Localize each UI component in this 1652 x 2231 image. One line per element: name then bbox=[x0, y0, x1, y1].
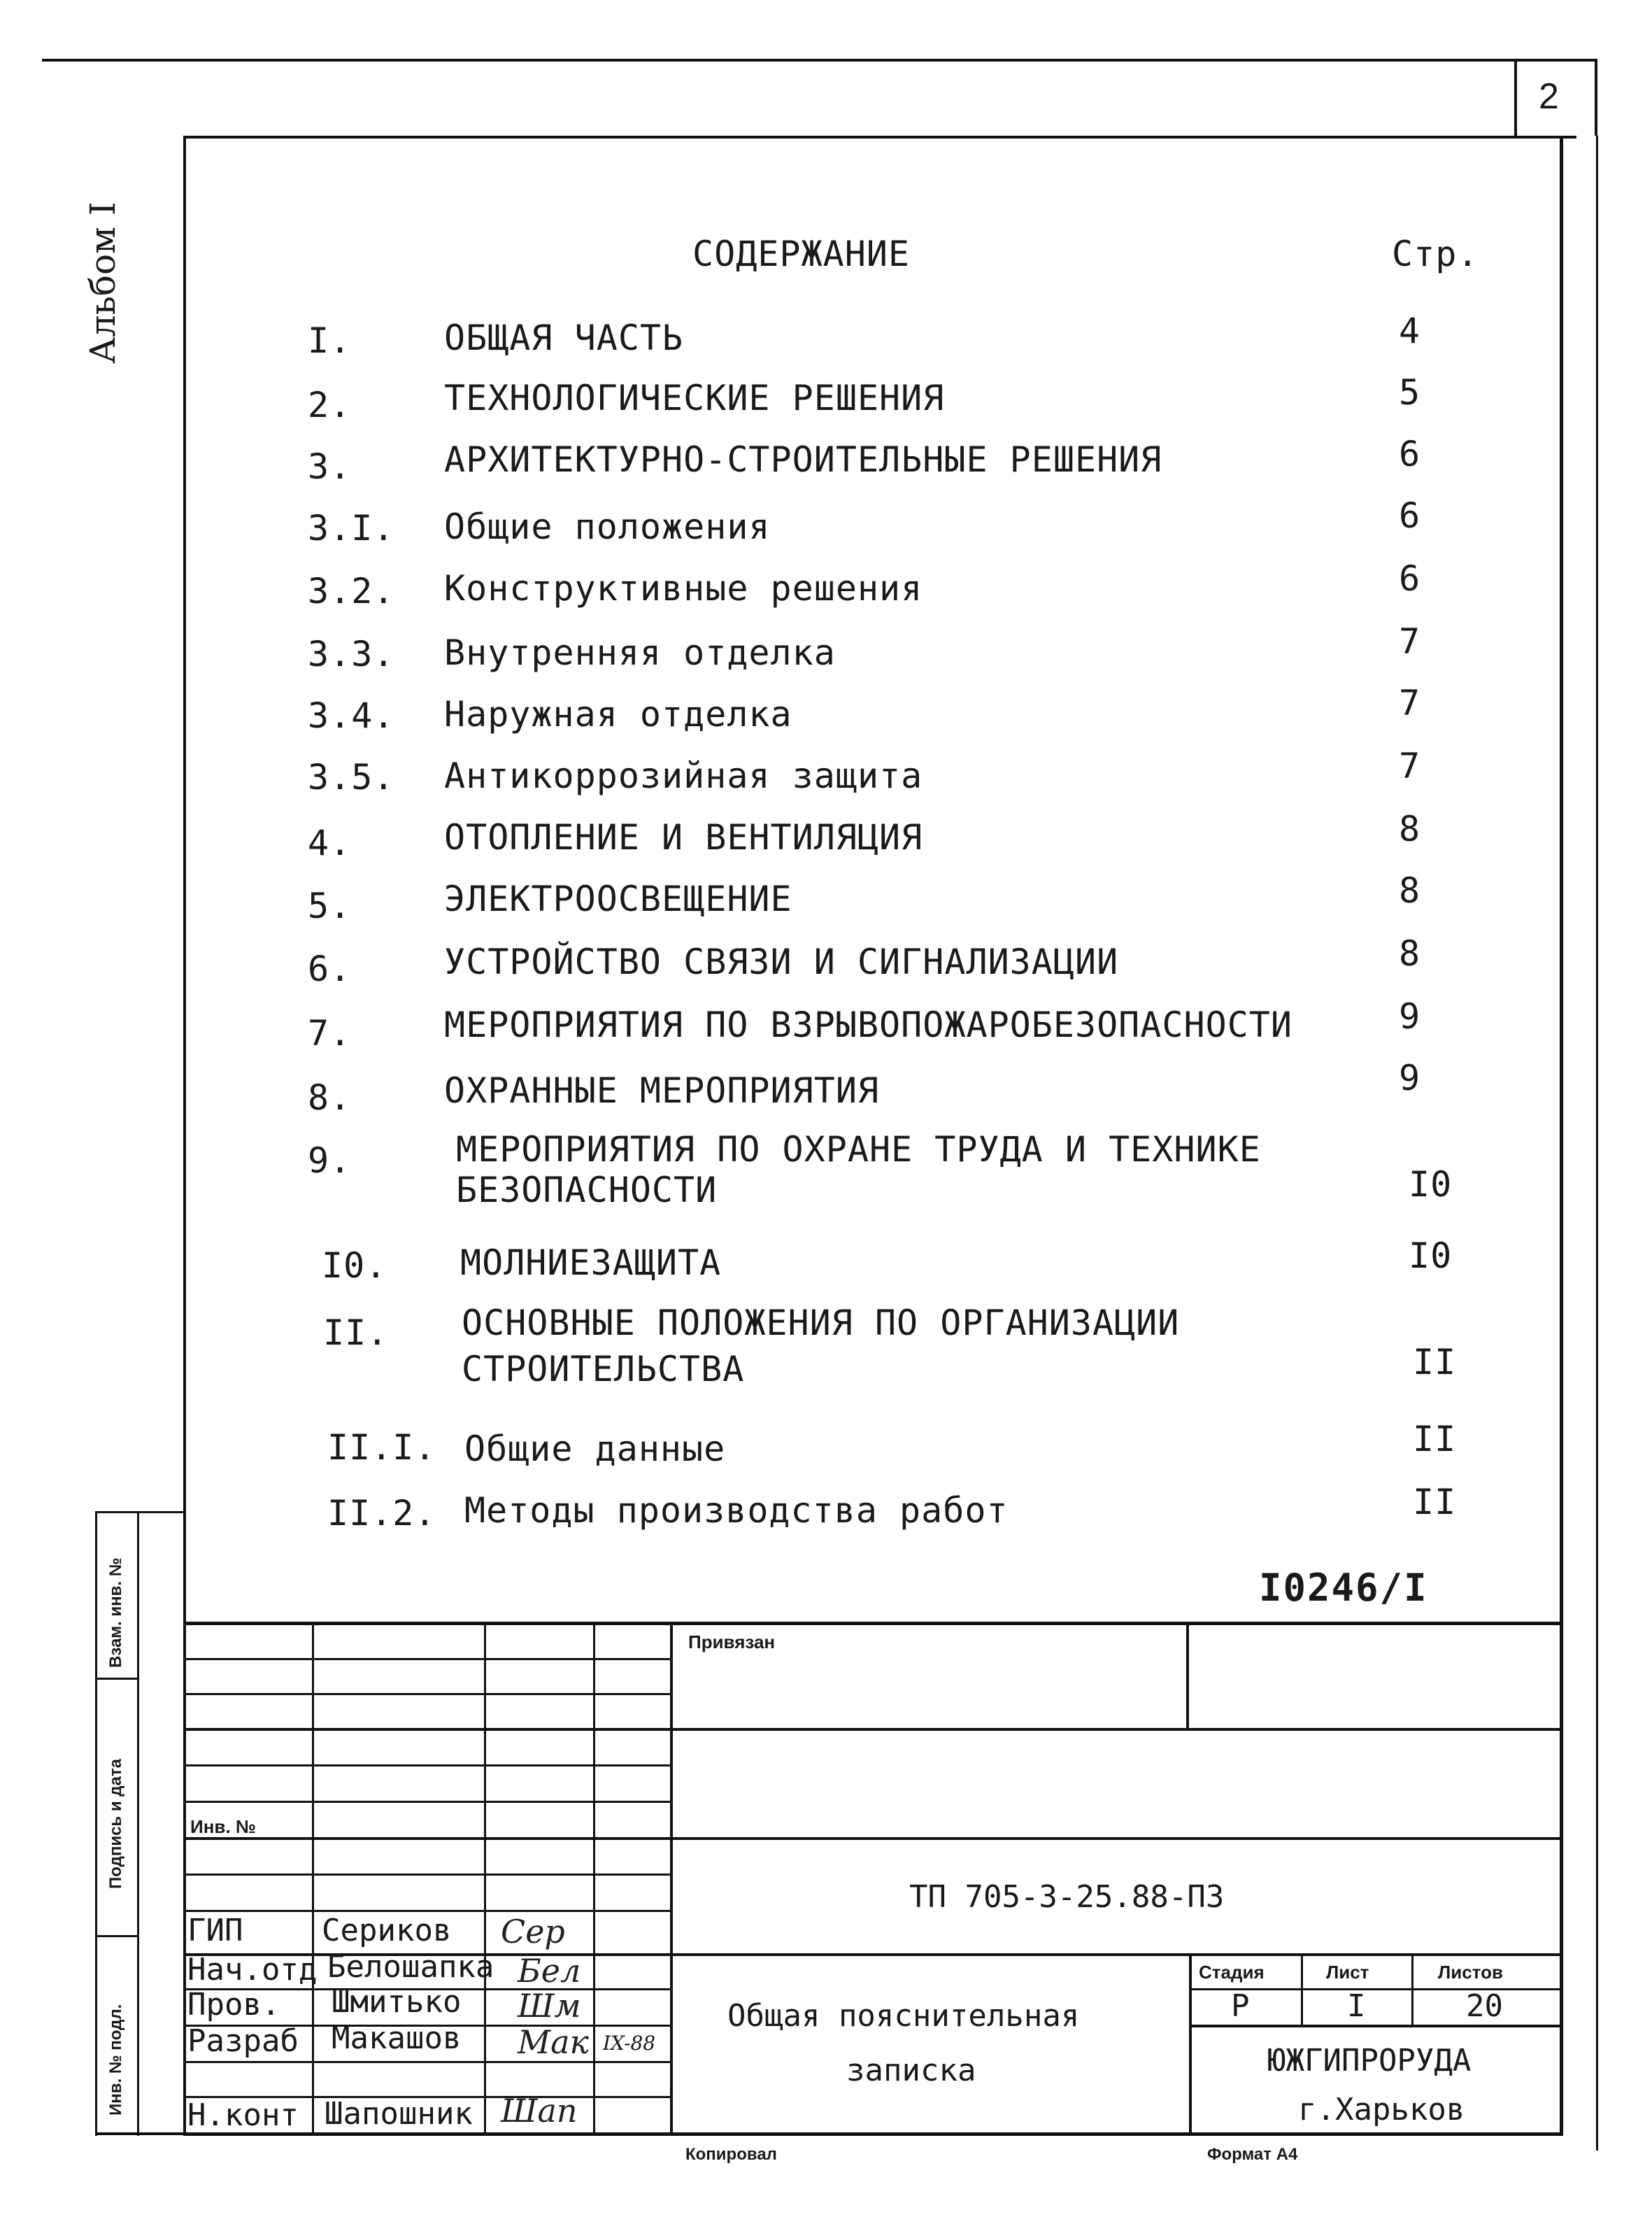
document-title-line1: Общая пояснительная bbox=[727, 1998, 1080, 2034]
vzam-inv-label: Взам. инв. № bbox=[106, 1557, 125, 1668]
toc-item-num: I. bbox=[308, 320, 352, 361]
tb-vline bbox=[1189, 1953, 1192, 2134]
toc-item-page: II bbox=[1413, 1419, 1457, 1459]
tb-line bbox=[183, 1874, 673, 1876]
toc-item-page: 7 bbox=[1399, 683, 1421, 723]
tb-line bbox=[183, 1728, 1563, 1731]
toc-item-page: 8 bbox=[1399, 870, 1421, 911]
inv-no-label: Инв. № bbox=[190, 1816, 256, 1837]
tb-line bbox=[183, 1622, 1563, 1625]
organization-name: ЮЖГИПРОРУДА bbox=[1267, 2043, 1472, 2078]
toc-item-num: 9. bbox=[308, 1140, 352, 1181]
organization-city: г.Харьков bbox=[1298, 2092, 1465, 2127]
staff-role: Нач.отд bbox=[187, 1952, 318, 1988]
toc-item-num: 3.5. bbox=[308, 757, 395, 798]
stage-value: Р bbox=[1231, 1988, 1250, 2024]
toc-item-title: ОТОПЛЕНИЕ И ВЕНТИЛЯЦИЯ bbox=[444, 817, 923, 858]
toc-item-page: II bbox=[1413, 1342, 1457, 1382]
toc-item-title: ОХРАННЫЕ МЕРОПРИЯТИЯ bbox=[444, 1070, 880, 1111]
tb-vline bbox=[1411, 1953, 1414, 2026]
staff-name: Шмитько bbox=[332, 1984, 462, 2020]
tb-vline bbox=[1186, 1622, 1189, 1729]
toc-item-title: ЭЛЕКТРООСВЕЩЕНИЕ bbox=[444, 879, 792, 919]
tb-vline bbox=[312, 1622, 314, 2134]
toc-item-num: 3. bbox=[308, 446, 352, 487]
tb-vline bbox=[1301, 1953, 1303, 2026]
tb-line bbox=[183, 1658, 673, 1660]
toc-item-page: 6 bbox=[1399, 495, 1421, 536]
staff-signature: Сер bbox=[501, 1913, 565, 1950]
sheet-number-box-right bbox=[1595, 59, 1597, 136]
toc-item-num: 3.3. bbox=[308, 634, 395, 674]
toc-item-page: 7 bbox=[1399, 621, 1421, 662]
side-strip-sep bbox=[95, 1935, 138, 1937]
sheet-number-box-left bbox=[1514, 59, 1517, 136]
toc-item-title-line2: СТРОИТЕЛЬСТВА bbox=[462, 1349, 745, 1389]
tb-line bbox=[183, 1801, 673, 1803]
staff-role: Н.конт bbox=[187, 2097, 299, 2133]
toc-item-title-line2: БЕЗОПАСНОСТИ bbox=[456, 1170, 718, 1210]
toc-item-title: Наружная отделка bbox=[444, 694, 792, 735]
toc-item-page: 6 bbox=[1399, 558, 1421, 599]
toc-item-title: Антикоррозийная защита bbox=[444, 756, 923, 796]
tb-line bbox=[183, 1837, 1563, 1840]
toc-item-num: 2. bbox=[308, 385, 352, 425]
staff-signature: Шап bbox=[501, 2092, 578, 2130]
tb-vline bbox=[484, 1622, 486, 2134]
toc-item-page: 5 bbox=[1399, 372, 1421, 413]
frame-top bbox=[183, 136, 1576, 139]
side-strip-sep bbox=[95, 1678, 138, 1680]
toc-item-num: II. bbox=[323, 1312, 389, 1353]
toc-item-page: 6 bbox=[1399, 434, 1421, 474]
staff-role: ГИП bbox=[187, 1913, 243, 1948]
frame-left bbox=[183, 136, 186, 2135]
toc-item-title: ОСНОВНЫЕ ПОЛОЖЕНИЯ ПО ОРГАНИЗАЦИИ bbox=[462, 1303, 1180, 1343]
sheets-value: 20 bbox=[1466, 1988, 1503, 2024]
staff-name: Сериков bbox=[322, 1913, 452, 1948]
toc-item-page: 7 bbox=[1399, 746, 1421, 786]
toc-item-page: II bbox=[1413, 1482, 1457, 1522]
toc-item-num: II.2. bbox=[327, 1493, 436, 1534]
toc-item-num: 3.I. bbox=[308, 508, 395, 548]
side-strip-top bbox=[95, 1511, 186, 1513]
toc-item-num: 3.2. bbox=[308, 571, 395, 611]
toc-item-title: Общие данные bbox=[464, 1429, 726, 1469]
sheet-value: I bbox=[1347, 1988, 1366, 2024]
tb-vline bbox=[593, 1622, 595, 2134]
toc-item-title: МЕРОПРИЯТИЯ ПО ВЗРЫВОПОЖАРОБЕЗОПАСНОСТИ bbox=[444, 1005, 1293, 1045]
tb-line bbox=[183, 1910, 673, 1912]
tb-line bbox=[1189, 2025, 1563, 2027]
document-title-line2: записка bbox=[846, 2053, 976, 2088]
toc-item-title: Общие положения bbox=[444, 507, 771, 547]
album-label: Альбом I bbox=[83, 201, 123, 364]
sheet-label: Лист bbox=[1326, 1962, 1369, 1983]
toc-item-num: 4. bbox=[308, 823, 352, 863]
toc-item-num: 3.4. bbox=[308, 695, 395, 736]
staff-signature: Мак bbox=[518, 2023, 589, 2061]
format-label: Формат А4 bbox=[1207, 2145, 1298, 2164]
designation-code: ТП 705-3-25.88-ПЗ bbox=[909, 1879, 1225, 1915]
staff-name: Белошапка bbox=[327, 1949, 494, 1985]
toc-item-page: I0 bbox=[1409, 1164, 1453, 1205]
toc-item-num: 7. bbox=[308, 1013, 352, 1054]
toc-item-title: МЕРОПРИЯТИЯ ПО ОХРАНЕ ТРУДА И ТЕХНИКЕ bbox=[456, 1129, 1261, 1170]
toc-item-num: 6. bbox=[308, 949, 352, 989]
tb-line bbox=[183, 2061, 673, 2063]
toc-item-page: 9 bbox=[1399, 996, 1421, 1037]
toc-item-title: АРХИТЕКТУРНО-СТРОИТЕЛЬНЫЕ РЕШЕНИЯ bbox=[444, 439, 1162, 480]
toc-item-title: УСТРОЙСТВО СВЯЗИ И СИГНАЛИЗАЦИИ bbox=[444, 942, 1119, 982]
toc-item-num: 5. bbox=[308, 886, 352, 926]
staff-role: Разраб bbox=[187, 2023, 299, 2059]
toc-item-title: ТЕХНОЛОГИЧЕСКИЕ РЕШЕНИЯ bbox=[444, 378, 945, 418]
staff-signature: Шм bbox=[518, 1987, 581, 2025]
toc-item-title: Конструктивные решения bbox=[444, 568, 923, 609]
frame-bottom bbox=[183, 2132, 1563, 2136]
staff-name: Макашов bbox=[332, 2020, 462, 2056]
sheet-number-box-top bbox=[1514, 59, 1597, 62]
sheets-label: Листов bbox=[1438, 1962, 1503, 1983]
toc-item-title: Методы производства работ bbox=[464, 1490, 1009, 1531]
toc-item-title: Внутренняя отделка bbox=[444, 632, 836, 673]
podpis-data-label: Подпись и дата bbox=[106, 1759, 125, 1889]
frame-right bbox=[1560, 136, 1563, 2135]
staff-signature: Бел bbox=[518, 1952, 581, 1990]
toc-item-title: ОБЩАЯ ЧАСТЬ bbox=[444, 318, 684, 358]
inv-podl-label: Инв. № подл. bbox=[106, 2004, 125, 2116]
staff-date: IX-88 bbox=[603, 2032, 656, 2055]
side-strip-vline bbox=[137, 1511, 139, 2136]
side-strip-left bbox=[95, 1511, 97, 2136]
toc-item-title: МОЛНИЕЗАЩИТА bbox=[460, 1242, 722, 1283]
top-rule bbox=[42, 59, 1514, 62]
toc-item-num: II.I. bbox=[327, 1427, 436, 1468]
toc-item-page: 4 bbox=[1399, 311, 1421, 351]
tb-vline bbox=[670, 1622, 673, 2134]
toc-item-page: 8 bbox=[1399, 809, 1421, 849]
toc-heading: СОДЕРЖАНИЕ bbox=[692, 234, 911, 274]
staff-role: Пров. bbox=[187, 1987, 280, 2023]
outer-right-line bbox=[1596, 136, 1598, 2151]
tb-line bbox=[183, 1764, 673, 1766]
toc-item-num: I0. bbox=[322, 1245, 387, 1286]
toc-page-heading: Стр. bbox=[1392, 234, 1479, 274]
privyazan-label: Привязан bbox=[688, 1631, 776, 1652]
copied-label: Копировал bbox=[685, 2145, 777, 2164]
toc-item-page: I0 bbox=[1409, 1235, 1453, 1276]
side-strip-bottom bbox=[95, 2132, 186, 2135]
toc-item-page: 9 bbox=[1399, 1058, 1421, 1098]
stage-label: Стадия bbox=[1199, 1962, 1265, 1983]
document-code: I0246/I bbox=[1259, 1566, 1428, 1610]
staff-name: Шапошник bbox=[325, 2096, 473, 2132]
toc-item-page: 8 bbox=[1399, 933, 1421, 974]
tb-line bbox=[183, 1693, 673, 1695]
sheet-number: 2 bbox=[1539, 76, 1559, 117]
toc-item-num: 8. bbox=[308, 1077, 352, 1118]
